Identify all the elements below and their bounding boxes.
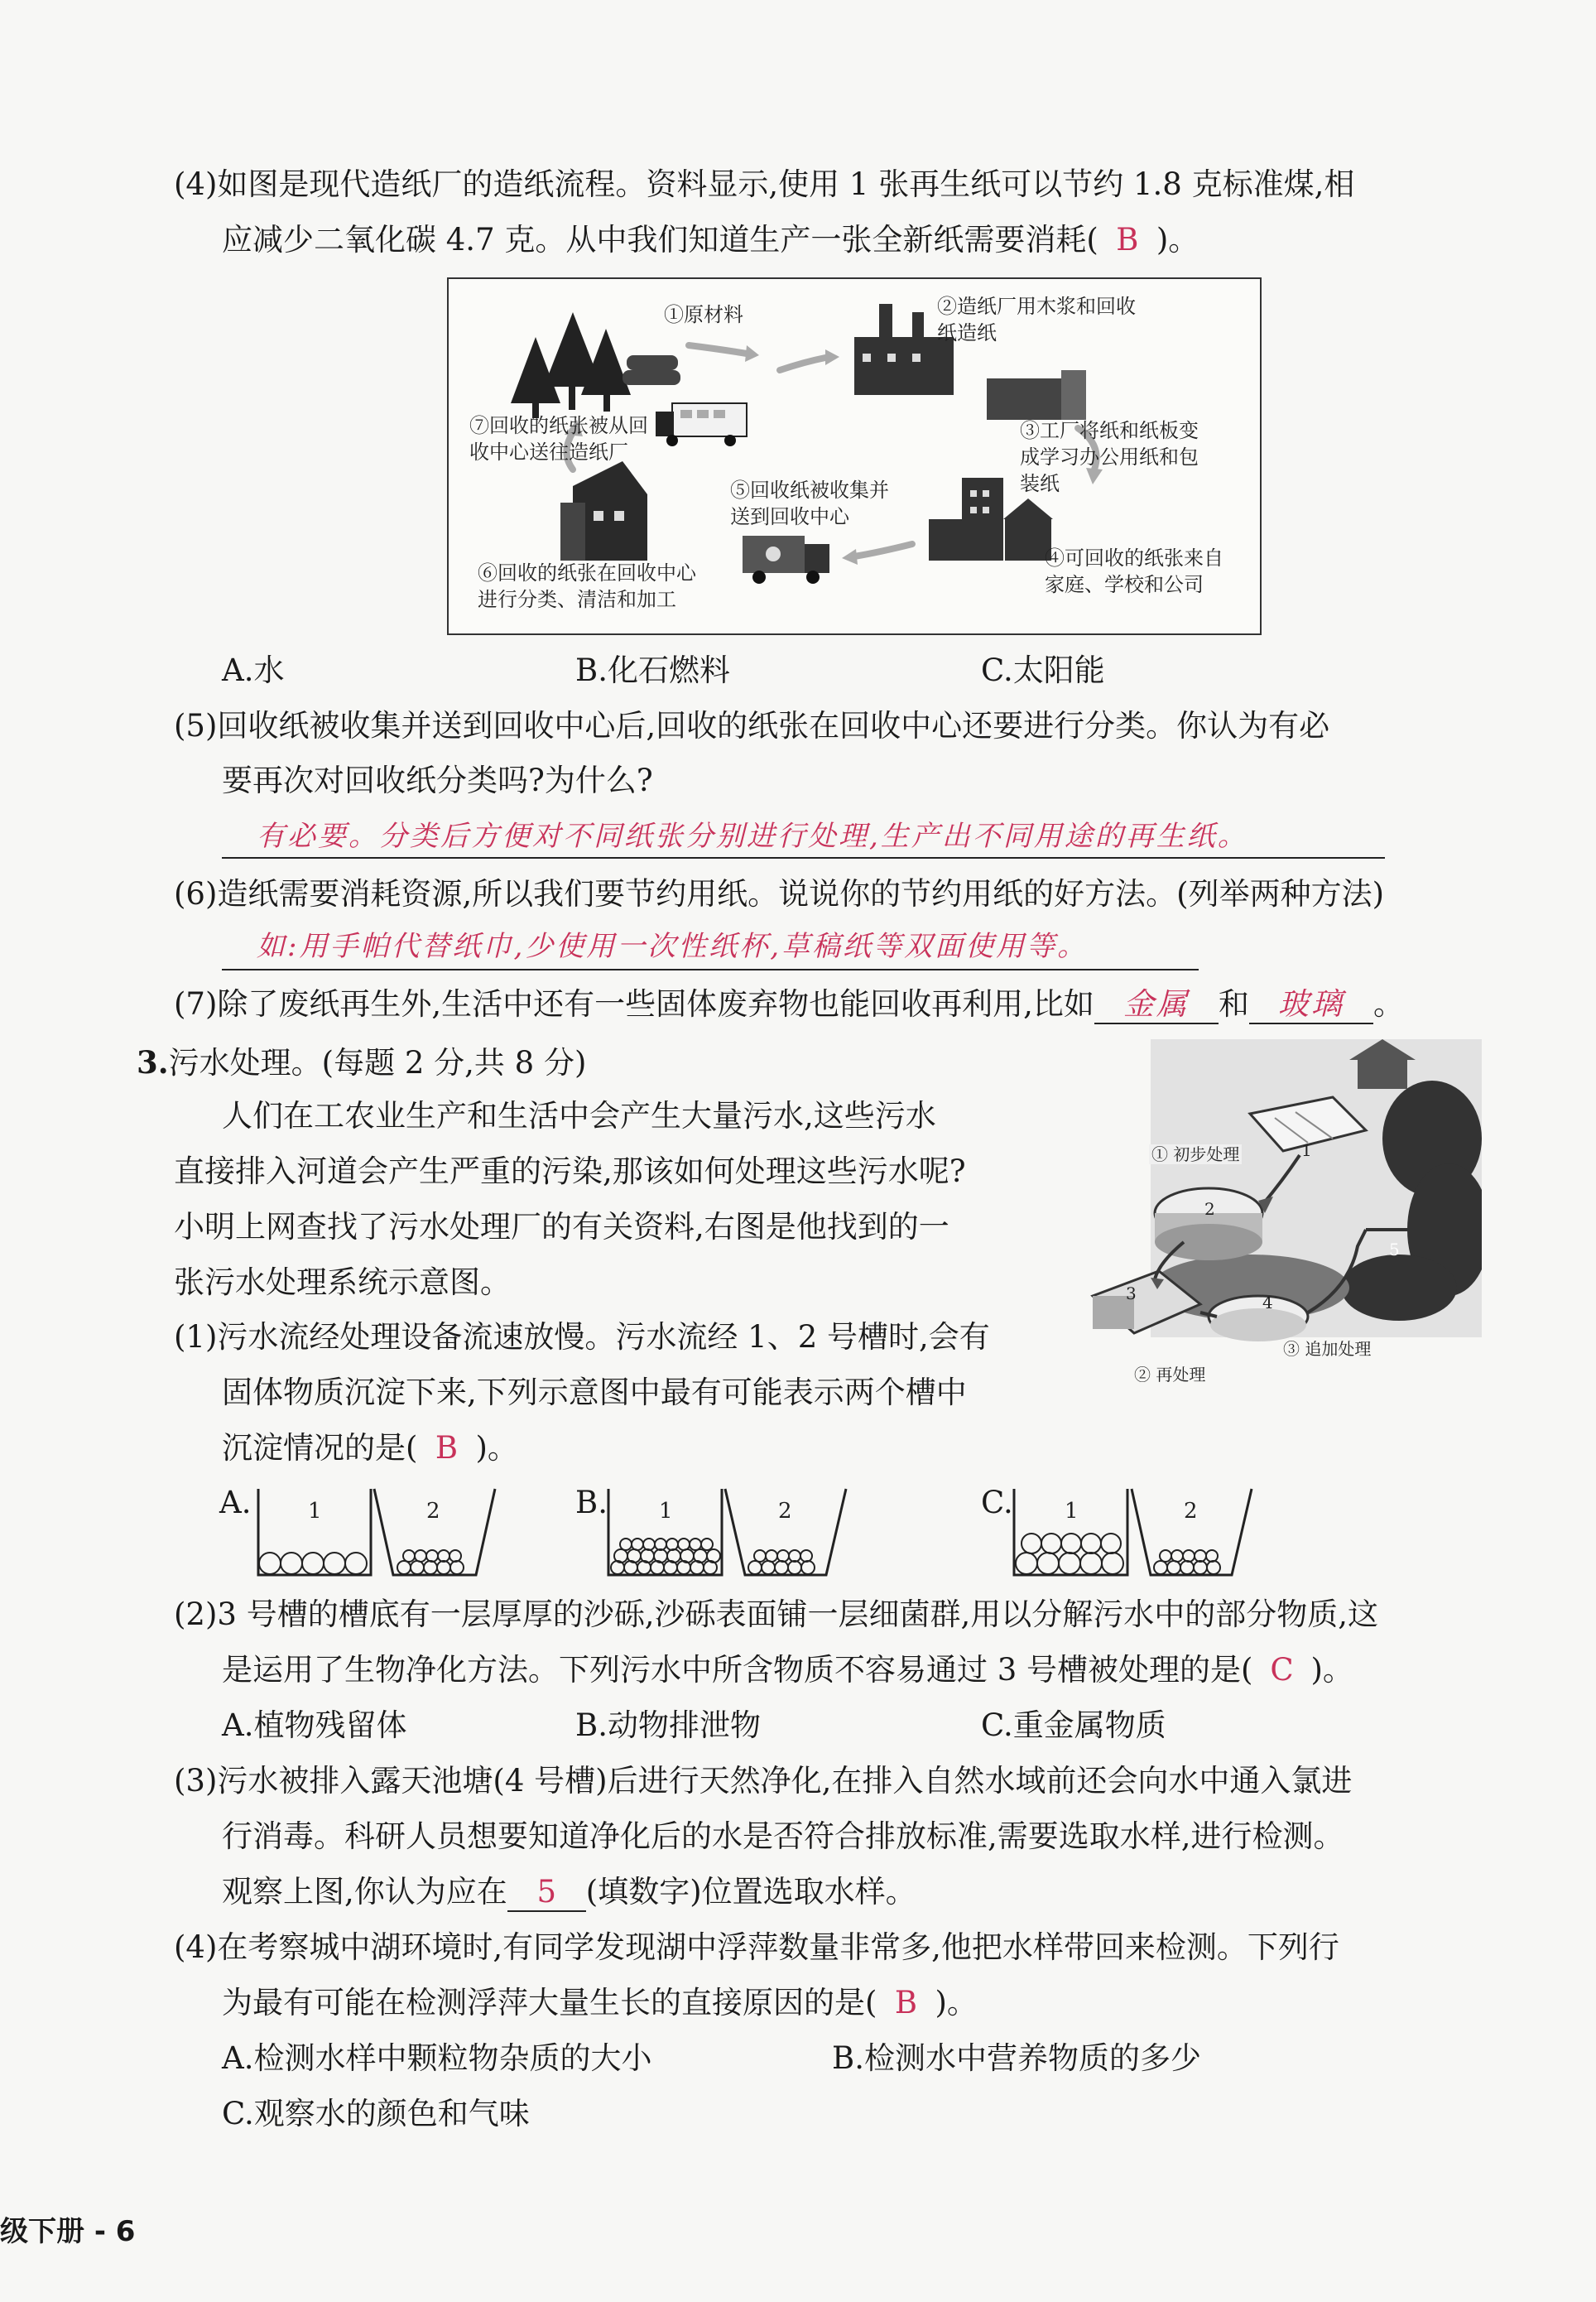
sediment-particle: [449, 1550, 461, 1562]
q4-option-a: A.水: [222, 653, 285, 688]
sediment-particle: [678, 1539, 690, 1550]
sediment-particle: [801, 1561, 815, 1574]
sediment-particle: [1037, 1553, 1059, 1574]
fig-step3b: 成学习办公用纸和包: [1020, 445, 1199, 469]
sediment-particle: [643, 1539, 655, 1550]
sediment-particle: [614, 1549, 627, 1563]
sediment-particle: [1081, 1534, 1101, 1553]
s3-q4-line1: (4)在考察城中湖环境时,有同学发现湖中浮萍数量非常多,他把水样带回来检测。下列行: [174, 1929, 1339, 1965]
sediment-particle: [438, 1550, 449, 1562]
q4-line2-post: )。: [1156, 222, 1199, 258]
fig-n3: 3: [1126, 1283, 1137, 1303]
s3-q2-option-b: B.动物排泄物: [575, 1707, 761, 1743]
s3-q3-line3-pre: 观察上图,你认为应在: [222, 1874, 507, 1910]
sediment-particle: [680, 1549, 694, 1563]
s3-q2-line2: [222, 1649, 1353, 1691]
fig-step4b: 家庭、学校和公司: [1045, 573, 1204, 596]
s3-q1-line3-post: )。: [475, 1430, 518, 1466]
page-footer: 级下册 - 6: [0, 2215, 136, 2248]
q4-answer: B: [1116, 222, 1139, 258]
q7-answer2: 玻璃: [1249, 986, 1373, 1024]
sediment-particle: [655, 1539, 666, 1550]
sediment-particle: [345, 1553, 367, 1574]
fig-step1: ①原材料: [664, 303, 743, 326]
sediment-particle: [788, 1561, 801, 1574]
sediment-particle: [667, 1549, 680, 1563]
sediment-particle: [690, 1539, 701, 1550]
s3-q4-option-b: B.检测水中营养物质的多少: [832, 2040, 1201, 2076]
fig-label-additional: ③ 追加处理: [1283, 1339, 1372, 1359]
sediment-particle: [701, 1539, 713, 1550]
sediment-particle: [789, 1550, 800, 1562]
fig-step3c: 装纸: [1020, 472, 1060, 495]
s3-q4-line2: [222, 1982, 978, 2024]
s3-q3-line2: 行消毒。科研人员想要知道净化后的水是否符合排放标准,需要选取水样,进行检测。: [222, 1818, 1344, 1854]
tank-b2: 2: [778, 1499, 792, 1524]
sediment-particle: [666, 1539, 678, 1550]
sediment-particle: [632, 1539, 643, 1550]
sediment-particle: [641, 1549, 654, 1563]
s3-q1-line1: (1)污水流经处理设备流速放慢。污水流经 1、2 号槽时,会有: [174, 1319, 990, 1355]
s3-q2-line2-post: )。: [1310, 1652, 1353, 1688]
sediment-particle: [259, 1553, 281, 1574]
tank-c2: 2: [1184, 1499, 1198, 1524]
q6-answer: 如:用手帕代替纸巾,少使用一次性纸杯,草稿纸等双面使用等。: [257, 930, 1089, 963]
tank-option-b-label: B.: [575, 1485, 608, 1520]
tank-c1: 1: [1065, 1499, 1079, 1524]
sediment-particle: [1194, 1561, 1207, 1574]
sediment-particle: [1206, 1550, 1218, 1562]
s3-q2-line2-pre: 是运用了生物净化方法。下列污水中所含物质不容易通过 3 号槽被处理的是(: [222, 1652, 1253, 1688]
s3-q1-line3-pre: 沉淀情况的是(: [222, 1430, 418, 1466]
section3-number: 3.: [137, 1044, 169, 1081]
sediment-particle: [426, 1550, 438, 1562]
fig-step4a: ④可回收的纸张来自: [1045, 547, 1223, 570]
q4-line2-pre: 应减少二氧化碳 4.7 克。从中我们知道生产一张全新纸需要消耗(: [222, 222, 1098, 258]
sediment-particle: [450, 1561, 464, 1574]
sediment-particle: [1183, 1550, 1195, 1562]
fig-label-retreat: ② 再处理: [1134, 1365, 1206, 1385]
sediment-particle: [775, 1561, 788, 1574]
q7-post: 。: [1372, 986, 1404, 1022]
q6-line1: (6)造纸需要消耗资源,所以我们要节约用纸。说说你的节约用纸的好方法。(列举两种方法): [174, 876, 1385, 912]
q7-answer1: 金属: [1094, 986, 1219, 1024]
fig-step2b: 纸造纸: [937, 321, 997, 344]
sediment-particle: [1171, 1550, 1183, 1562]
fig-n5: 5: [1389, 1240, 1400, 1259]
sediment-particle: [1195, 1550, 1206, 1562]
sediment-particle: [281, 1553, 302, 1574]
sediment-particle: [424, 1561, 437, 1574]
sediment-particle: [748, 1561, 762, 1574]
fig-n1: 1: [1301, 1140, 1312, 1160]
tank-a1: 1: [308, 1499, 322, 1524]
s3-q4-line2-post: )。: [935, 1985, 978, 2020]
sediment-particle: [302, 1553, 324, 1574]
fig-n4: 4: [1262, 1293, 1273, 1312]
sediment-particle: [403, 1550, 415, 1562]
s3-q3-line3-post: (填数字)位置选取水样。: [585, 1874, 916, 1910]
q5-answer: 有必要。分类后方便对不同纸张分别进行处理,生产出不同用途的再生纸。: [257, 820, 1248, 853]
sediment-particle: [1207, 1561, 1220, 1574]
s3-q4-line2-pre: 为最有可能在检测浮萍大量生长的直接原因的是(: [222, 1985, 877, 2020]
fig-n2: 2: [1204, 1199, 1215, 1219]
s3-intro-line2: 直接排入河道会产生严重的污染,那该如何处理这些污水呢?: [174, 1153, 966, 1189]
sediment-particle: [415, 1550, 426, 1562]
sediment-particle: [1154, 1561, 1167, 1574]
s3-q2-option-c: C.重金属物质: [981, 1707, 1166, 1743]
sediment-particle: [1022, 1534, 1041, 1553]
sediment-particle: [620, 1539, 632, 1550]
sediment-particle: [1061, 1534, 1081, 1553]
fig-step6a: ⑥回收的纸张在回收中心: [478, 561, 696, 585]
sediment-particle: [1180, 1561, 1194, 1574]
sediment-particle: [437, 1561, 450, 1574]
sediment-particle: [777, 1550, 789, 1562]
s3-q4-option-a: A.检测水样中颗粒物杂质的大小: [222, 2040, 652, 2076]
q7-pre: (7)除了废纸再生外,生活中还有一些固体废弃物也能回收再利用,比如: [174, 986, 1094, 1022]
sediment-particle: [1101, 1534, 1121, 1553]
fig-step5b: 送到回收中心: [730, 505, 849, 528]
s3-q4-answer: B: [894, 1985, 918, 2020]
s3-q2-line1: (2)3 号槽的槽底有一层厚厚的沙砾,沙砾表面铺一层细菌群,用以分解污水中的部分物质,这: [174, 1596, 1378, 1632]
sediment-particle: [762, 1561, 775, 1574]
sediment-particle: [1160, 1550, 1171, 1562]
sediment-particle: [397, 1561, 411, 1574]
q5-line1: (5)回收纸被收集并送到回收中心后,回收的纸张在回收中心还要进行分类。你认为有必: [174, 708, 1330, 744]
sediment-particle: [754, 1550, 766, 1562]
s3-q1-answer: B: [435, 1430, 459, 1466]
sediment-particle: [800, 1550, 812, 1562]
sediment-particle: [707, 1549, 720, 1563]
fig-step7b: 收中心送往造纸厂: [469, 441, 628, 464]
sediment-particle: [1167, 1561, 1180, 1574]
fig-step7a: ⑦回收的纸张被从回: [469, 414, 648, 437]
fig-step5a: ⑤回收纸被收集并: [730, 479, 889, 502]
tank-a2: 2: [426, 1499, 440, 1524]
sediment-particle: [1059, 1553, 1080, 1574]
sediment-particle: [627, 1549, 641, 1563]
s3-intro-line4: 张污水处理系统示意图。: [174, 1264, 511, 1300]
s3-q1-line2: 固体物质沉淀下来,下列示意图中最有可能表示两个槽中: [222, 1375, 967, 1410]
tank-option-a-label: A.: [219, 1485, 252, 1520]
sediment-particle: [324, 1553, 345, 1574]
q4-option-b: B.化石燃料: [575, 653, 730, 688]
s3-intro-line1: 人们在工农业生产和生活中会产生大量污水,这些污水: [222, 1098, 936, 1134]
fig-label-initial: ① 初步处理: [1149, 1144, 1242, 1164]
tank-option-c-label: C.: [981, 1485, 1013, 1520]
sediment-particle: [1102, 1553, 1123, 1574]
sediment-particle: [654, 1549, 667, 1563]
q7-mid: 和: [1218, 986, 1249, 1022]
fig-step2a: ②造纸厂用木浆和回收: [937, 295, 1136, 318]
q4-option-c: C.太阳能: [981, 653, 1105, 688]
q5-line2: 要再次对回收纸分类吗?为什么?: [222, 763, 653, 798]
fig-step6b: 进行分类、清洁和加工: [478, 588, 676, 611]
fig-step3a: ③工厂将纸和纸板变: [1020, 419, 1199, 442]
section3-title: 污水处理。(每题 2 分,共 8 分): [168, 1045, 587, 1081]
s3-intro-line3: 小明上网查找了污水处理厂的有关资料,右图是他找到的一: [174, 1209, 949, 1245]
s3-q2-option-a: A.植物残留体: [222, 1707, 407, 1743]
s3-q2-answer: C: [1270, 1652, 1294, 1688]
q4-line1: (4)如图是现代造纸厂的造纸流程。资料显示,使用 1 张再生纸可以节约 1.8 克标准煤,相: [174, 166, 1355, 202]
sediment-particle: [766, 1550, 777, 1562]
s3-q3-line3: [222, 1871, 916, 1913]
sediment-particle: [1016, 1553, 1037, 1574]
sediment-particle: [411, 1561, 424, 1574]
sediment-particle: [1041, 1534, 1061, 1553]
sediment-particle: [1080, 1553, 1102, 1574]
s3-q4-option-c: C.观察水的颜色和气味: [222, 2096, 530, 2131]
s3-q3-line1: (3)污水被排入露天池塘(4 号槽)后进行天然净化,在排入自然水域前还会向水中通入氯进: [174, 1763, 1353, 1799]
s3-q3-answer: 5: [507, 1874, 586, 1912]
tank-b1: 1: [659, 1499, 673, 1524]
sediment-particle: [694, 1549, 707, 1563]
